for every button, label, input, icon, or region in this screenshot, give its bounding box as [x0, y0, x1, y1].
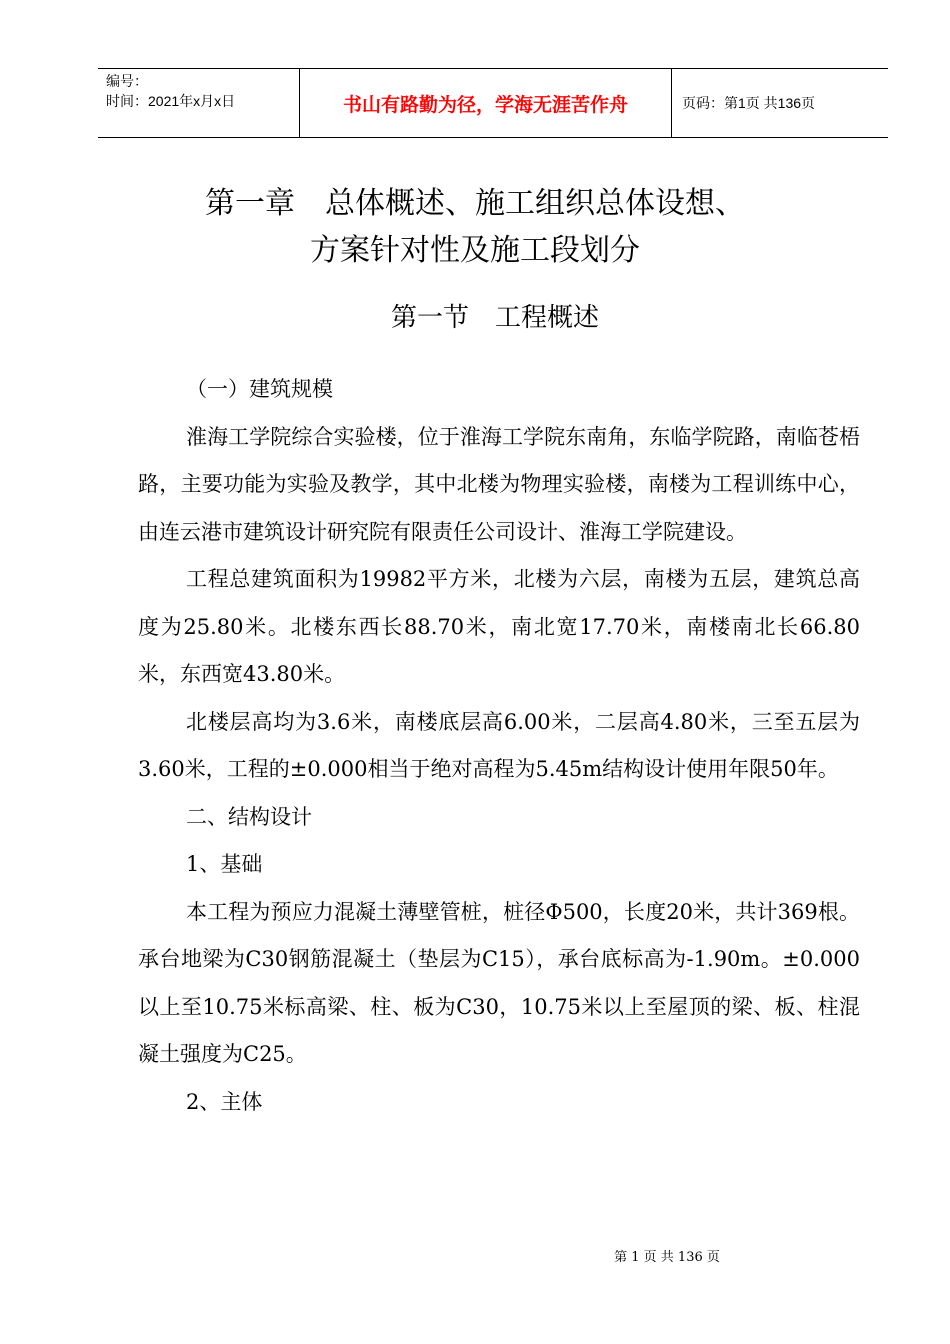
- header-page-info: [672, 69, 888, 137]
- page-footer: 第 1 页 共 136 页: [614, 1250, 720, 1265]
- document-time-label: 时间：2021年x月x日: [106, 93, 236, 109]
- subheading-foundation: 1、基础: [186, 852, 263, 876]
- paragraph-area: 工程总建筑面积为19982平方米，北楼为六层，南楼为五层，建筑总高度为25.80米。北楼东西长88.70米，南北宽17.70米，南楼南北长66.80米，东西宽43.80米。: [138, 567, 860, 686]
- header-motto: [299, 69, 672, 137]
- document-number-label: 编号：: [106, 73, 148, 89]
- page-info-text: 页码：第1页 共136页: [682, 95, 816, 111]
- chapter-title-line-2: 方案针对性及施工段划分: [310, 233, 640, 268]
- subheading-main-body: 2、主体: [186, 1089, 263, 1114]
- motto-text: 书山有路勤为径，学海无涯苦作舟: [342, 93, 628, 116]
- subheading-building-scale: （一）建筑规模: [186, 377, 333, 401]
- paragraph-floor-height: 北楼层高均为3.6米，南楼底层高6.00米，二层高4.80米，三至五层为3.60米，工程的±0.000相当于绝对高程为5.45m结构设计使用年限50年。: [138, 709, 860, 781]
- paragraph-foundation: 本工程为预应力混凝土薄壁管桩，桩径Φ500，长度20米，共计369根。承台地梁为C30钢筋混凝土（垫层为C15），承台底标高为-1.90m。±0.000以上至10.75米标高梁、柱、板为C30，10.75米以上至屋顶的梁、板、柱混凝土强度为C25。: [138, 899, 860, 1066]
- paragraph-location: 淮海工学院综合实验楼，位于淮海工学院东南角，东临学院路，南临苍梧路，主要功能为实验及教学，其中北楼为物理实验楼，南楼为工程训练中心，由连云港市建筑设计研究院有限责任公司设计、淮海工学院建设。: [138, 424, 860, 544]
- chapter-title: [0, 180, 950, 274]
- document-body: [138, 366, 860, 1126]
- chapter-title-line-1: 第一章 总体概述、施工组织总体设想、: [205, 186, 745, 221]
- page-header: [98, 68, 888, 138]
- section-title: 第一节 工程概述: [390, 303, 599, 333]
- subheading-structure-design: 二、结构设计: [186, 804, 312, 829]
- header-meta: [98, 69, 299, 137]
